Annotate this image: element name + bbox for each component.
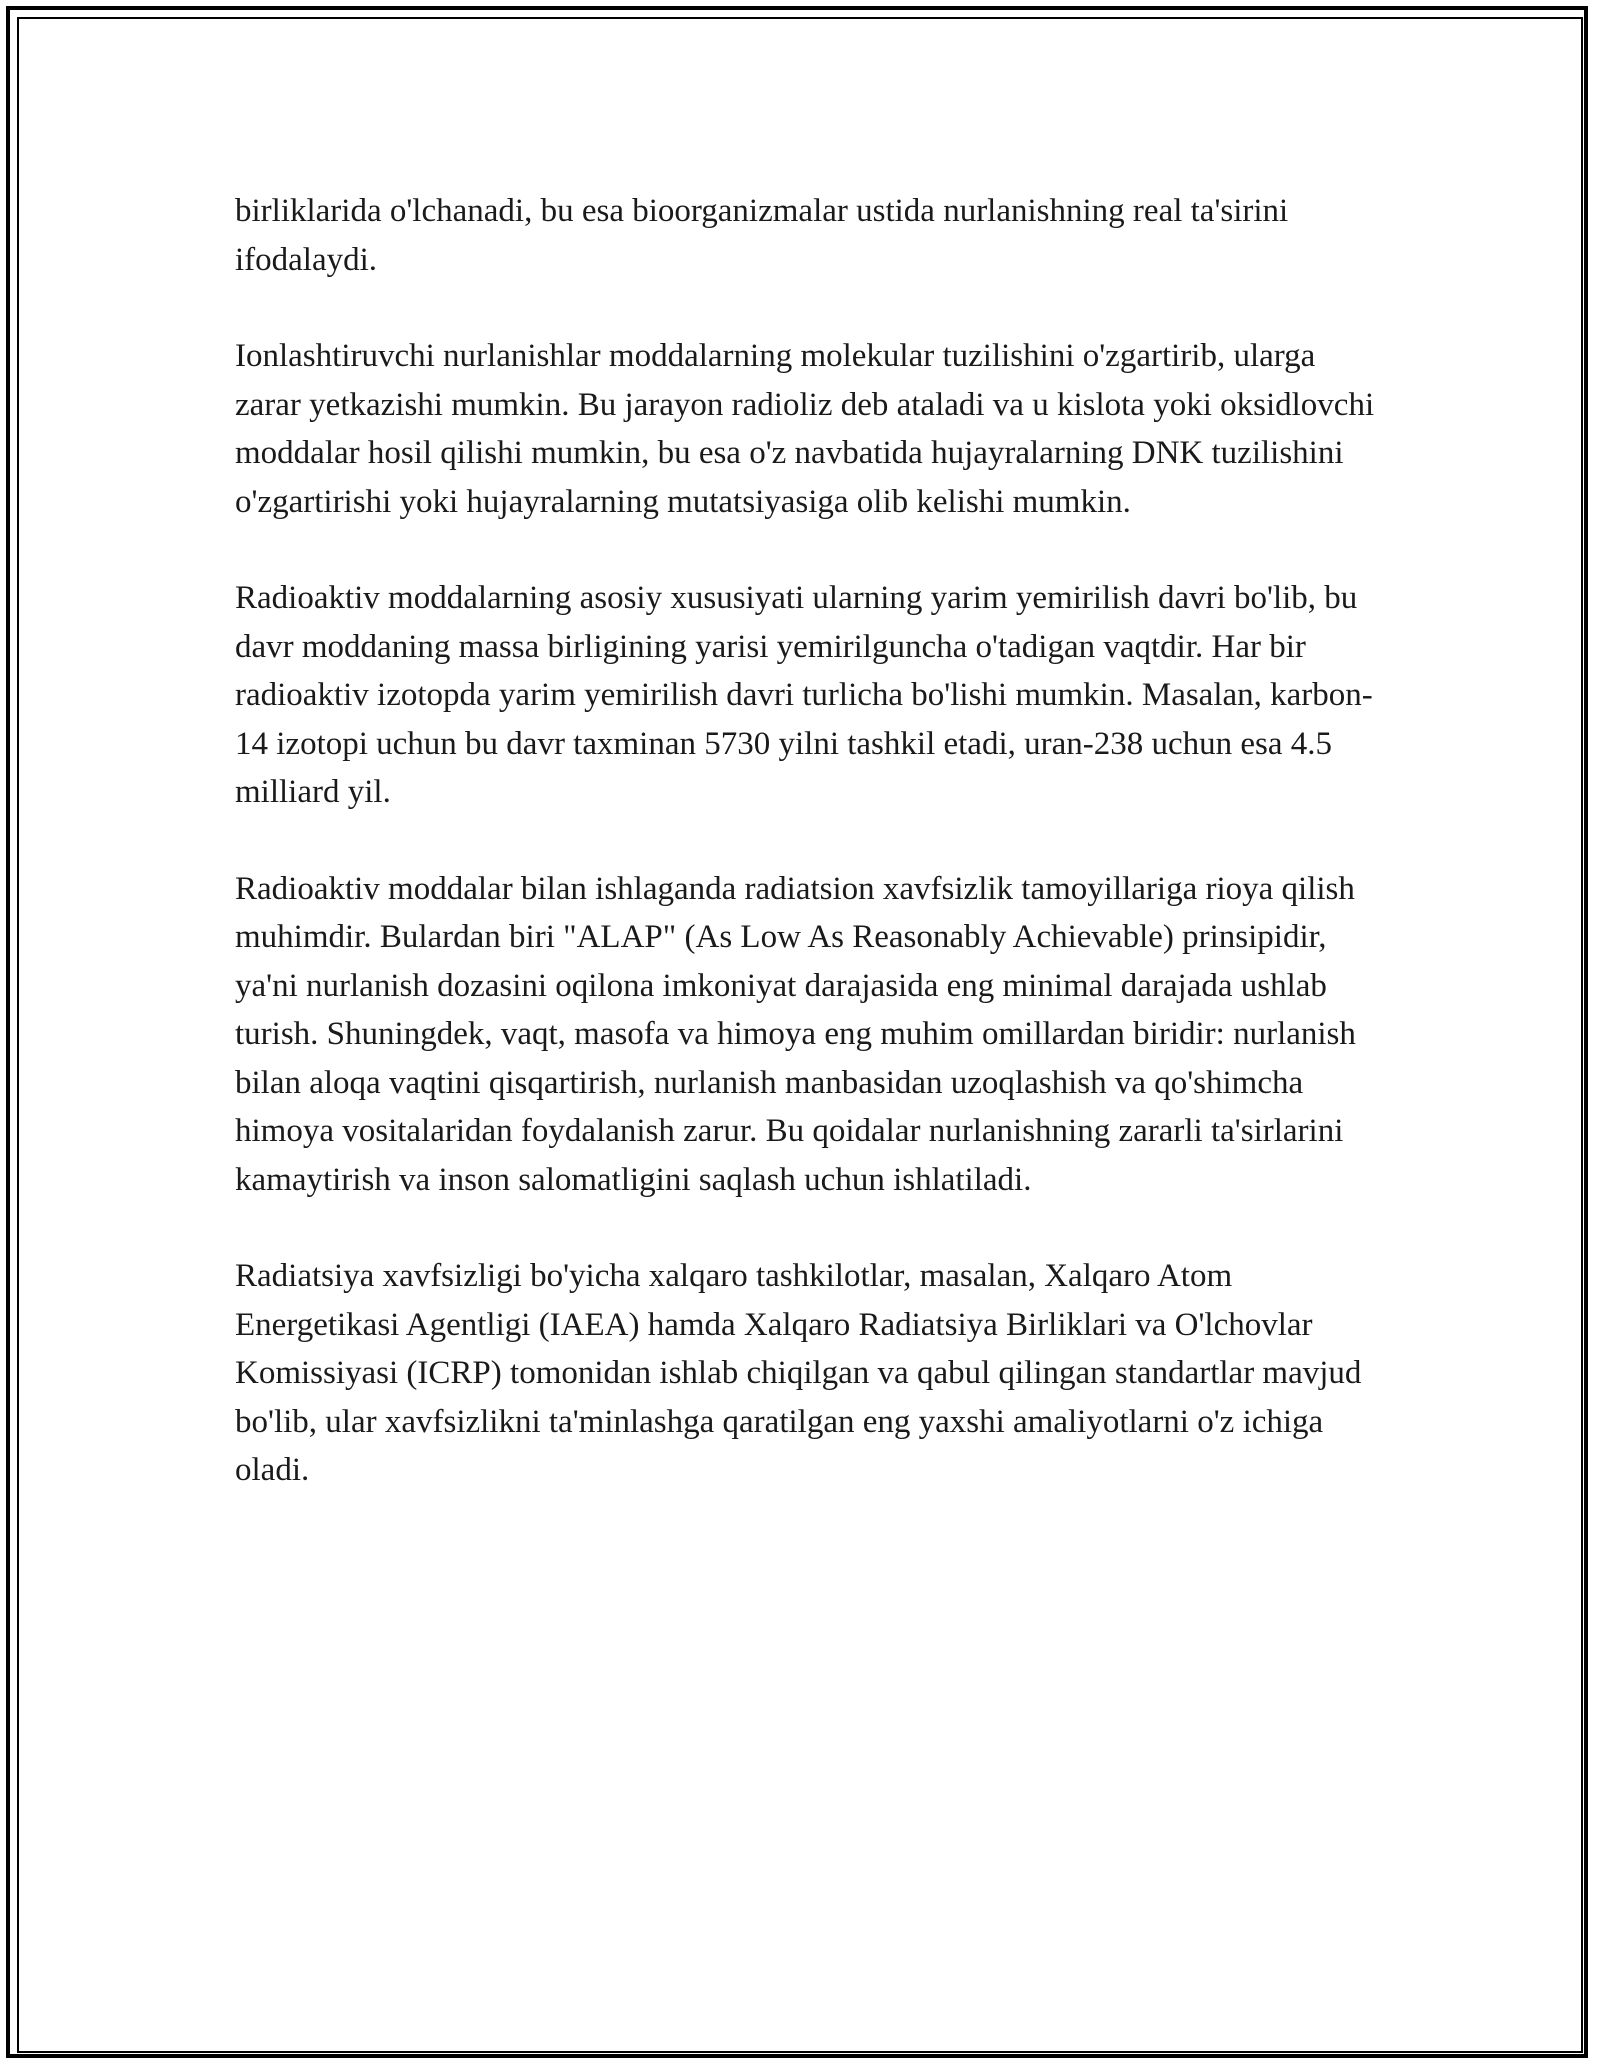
paragraph: Ionlashtiruvchi nurlanishlar moddalarning molekular tuzilishini o'zgartirib, ularga zarar yetkazishi mumkin. Bu jarayon radioliz deb ataladi va u kislota yoki oksidlovchi moddalar hosil qilishi mumkin, bu esa o'z navbatida hujayralarning DNK tuzilishini o'zgartirishi yoki hujayralarning mutatsiyasiga olib kelishi mumkin. (235, 338, 1375, 520)
paragraph: Radiatsiya xavfsizligi bo'yicha xalqaro tashkilotlar, masalan, Xalqaro Atom Energetikasi Agentligi (IAEA) hamda Xalqaro Radiatsiya Birliklari va O'lchovlar Komissiyasi (ICRP) tomonidan ishlab chiqilgan va qabul qilingan standartlar mavjud bo'lib, ular xavfsizlikni ta'minlashga qaratilgan eng yaxshi amaliyotlarni o'z ichiga oladi. (235, 1258, 1362, 1488)
document-body (235, 187, 1385, 1543)
paragraph: Radioaktiv moddalar bilan ishlaganda radiatsion xavfsizlik tamoyillariga rioya qilish muhimdir. Bulardan biri "ALAP" (As Low As Reasonably Achievable) prinsipidir, ya'ni nurlanish dozasini oqilona imkoniyat darajasida eng minimal darajada ushlab turish. Shuningdek, vaqt, masofa va himoya eng muhim omillardan biridir: nurlanish bilan aloqa vaqtini qisqartirish, nurlanish manbasidan uzoqlashish va qo'shimcha himoya vositalaridan foydalanish zarur. Bu qoidalar nurlanishning zararli ta'sirlarini kamaytirish va inson salomatligini saqlash uchun ishlatiladi. (235, 870, 1356, 1198)
paragraph: Radioaktiv moddalarning asosiy xususiyati ularning yarim yemirilish davri bo'lib, bu davr moddaning massa birligining yarisi yemirilguncha o'tadigan vaqtdir. Har bir radioaktiv izotopda yarim yemirilish davri turlicha bo'lishi mumkin. Masalan, karbon-14 izotopi uchun bu davr taxminan 5730 yilni tashkil etadi, uran-238 uchun esa 4.5 milliard yil. (235, 580, 1373, 810)
paragraph: birliklarida o'lchanadi, bu esa bioorganizmalar ustida nurlanishning real ta'sirini ifodalaydi. (235, 193, 1289, 278)
